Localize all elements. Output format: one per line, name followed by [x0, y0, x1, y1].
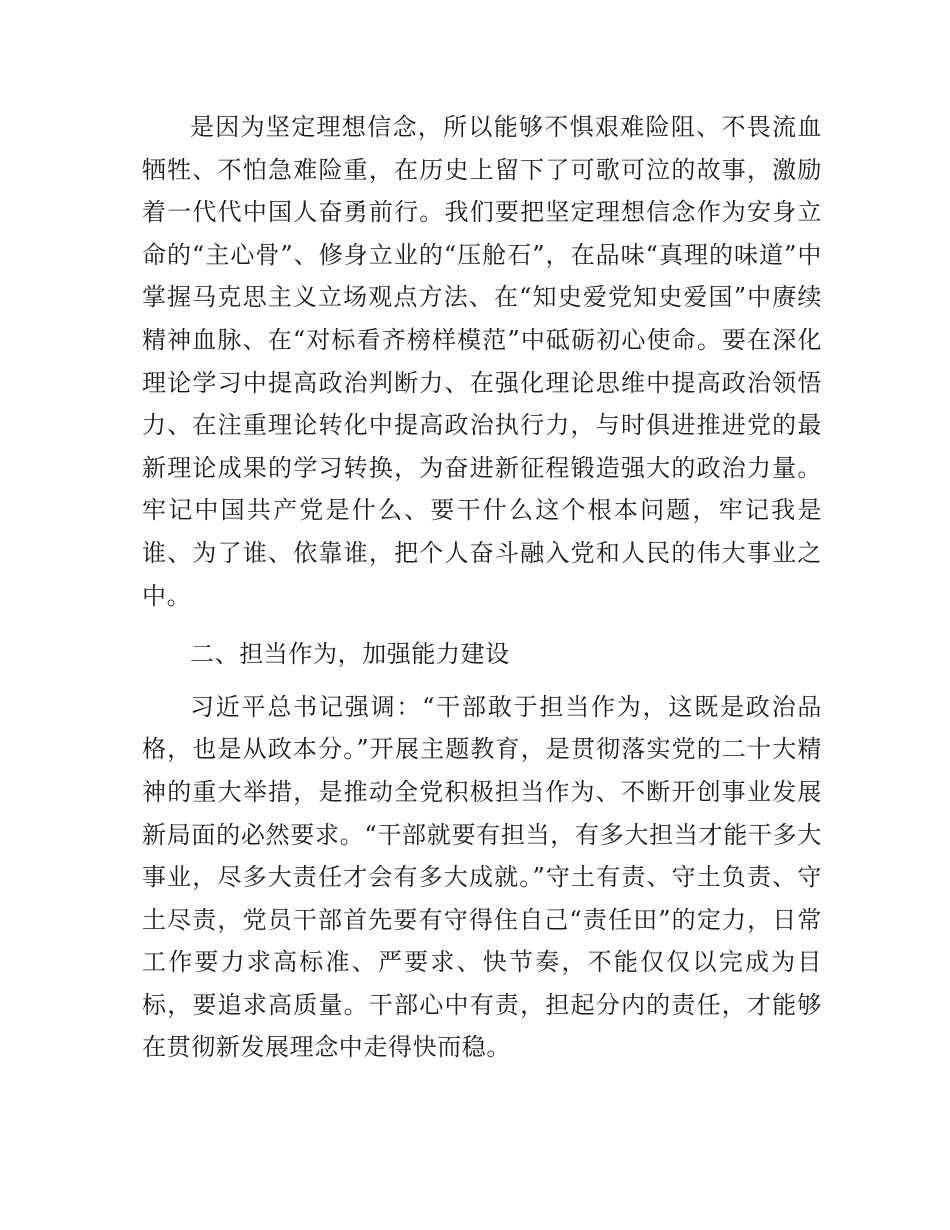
paragraph-responsibility: 习近平总书记强调：“干部敢于担当作为，这既是政治品格，也是从政本分。”开展主题教育，是贯彻落实党的二十大精神的重大举措，是推动全党积极担当作为、不断开创事业发展新局面的必然要求。“干部就要有担当，有多大担当才能干多大事业，尽多大责任才会有多大成就。”守土有责、守土负责、守土尽责，党员干部首先要有守得住自己“责任田”的定力，日常工作要力求高标准、严要求、快节奏，不能仅仅以完成为目标，要追求高质量。干部心中有责，担起分内的责任，才能够在贯彻新发展理念中走得快而稳。: [142, 692, 822, 1062]
document-body: [142, 106, 822, 1069]
paragraph-ideals: 是因为坚定理想信念，所以能够不惧艰难险阻、不畏流血牺牲、不怕急难险重，在历史上留下了可歌可泣的故事，激励着一代代中国人奋勇前行。我们要把坚定理想信念作为安身立命的“主心骨”、修身立业的“压舱石”，在品味“真理的味道”中掌握马克思主义立场观点方法、在“知史爱党知史爱国”中赓续精神血脉、在“对标看齐榜样模范”中砥砺初心使命。要在深化理论学习中提高政治判断力、在强化理论思维中提高政治领悟力、在注重理论转化中提高政治执行力，与时俱进推进党的最新理论成果的学习转换，为奋进新征程锻造强大的政治力量。牢记中国共产党是什么、要干什么这个根本问题，牢记我是谁、为了谁、依靠谁，把个人奋斗融入党和人民的伟大事业之中。: [142, 113, 822, 610]
section-heading-responsibility: 二、担当作为，加强能力建设: [190, 640, 510, 669]
